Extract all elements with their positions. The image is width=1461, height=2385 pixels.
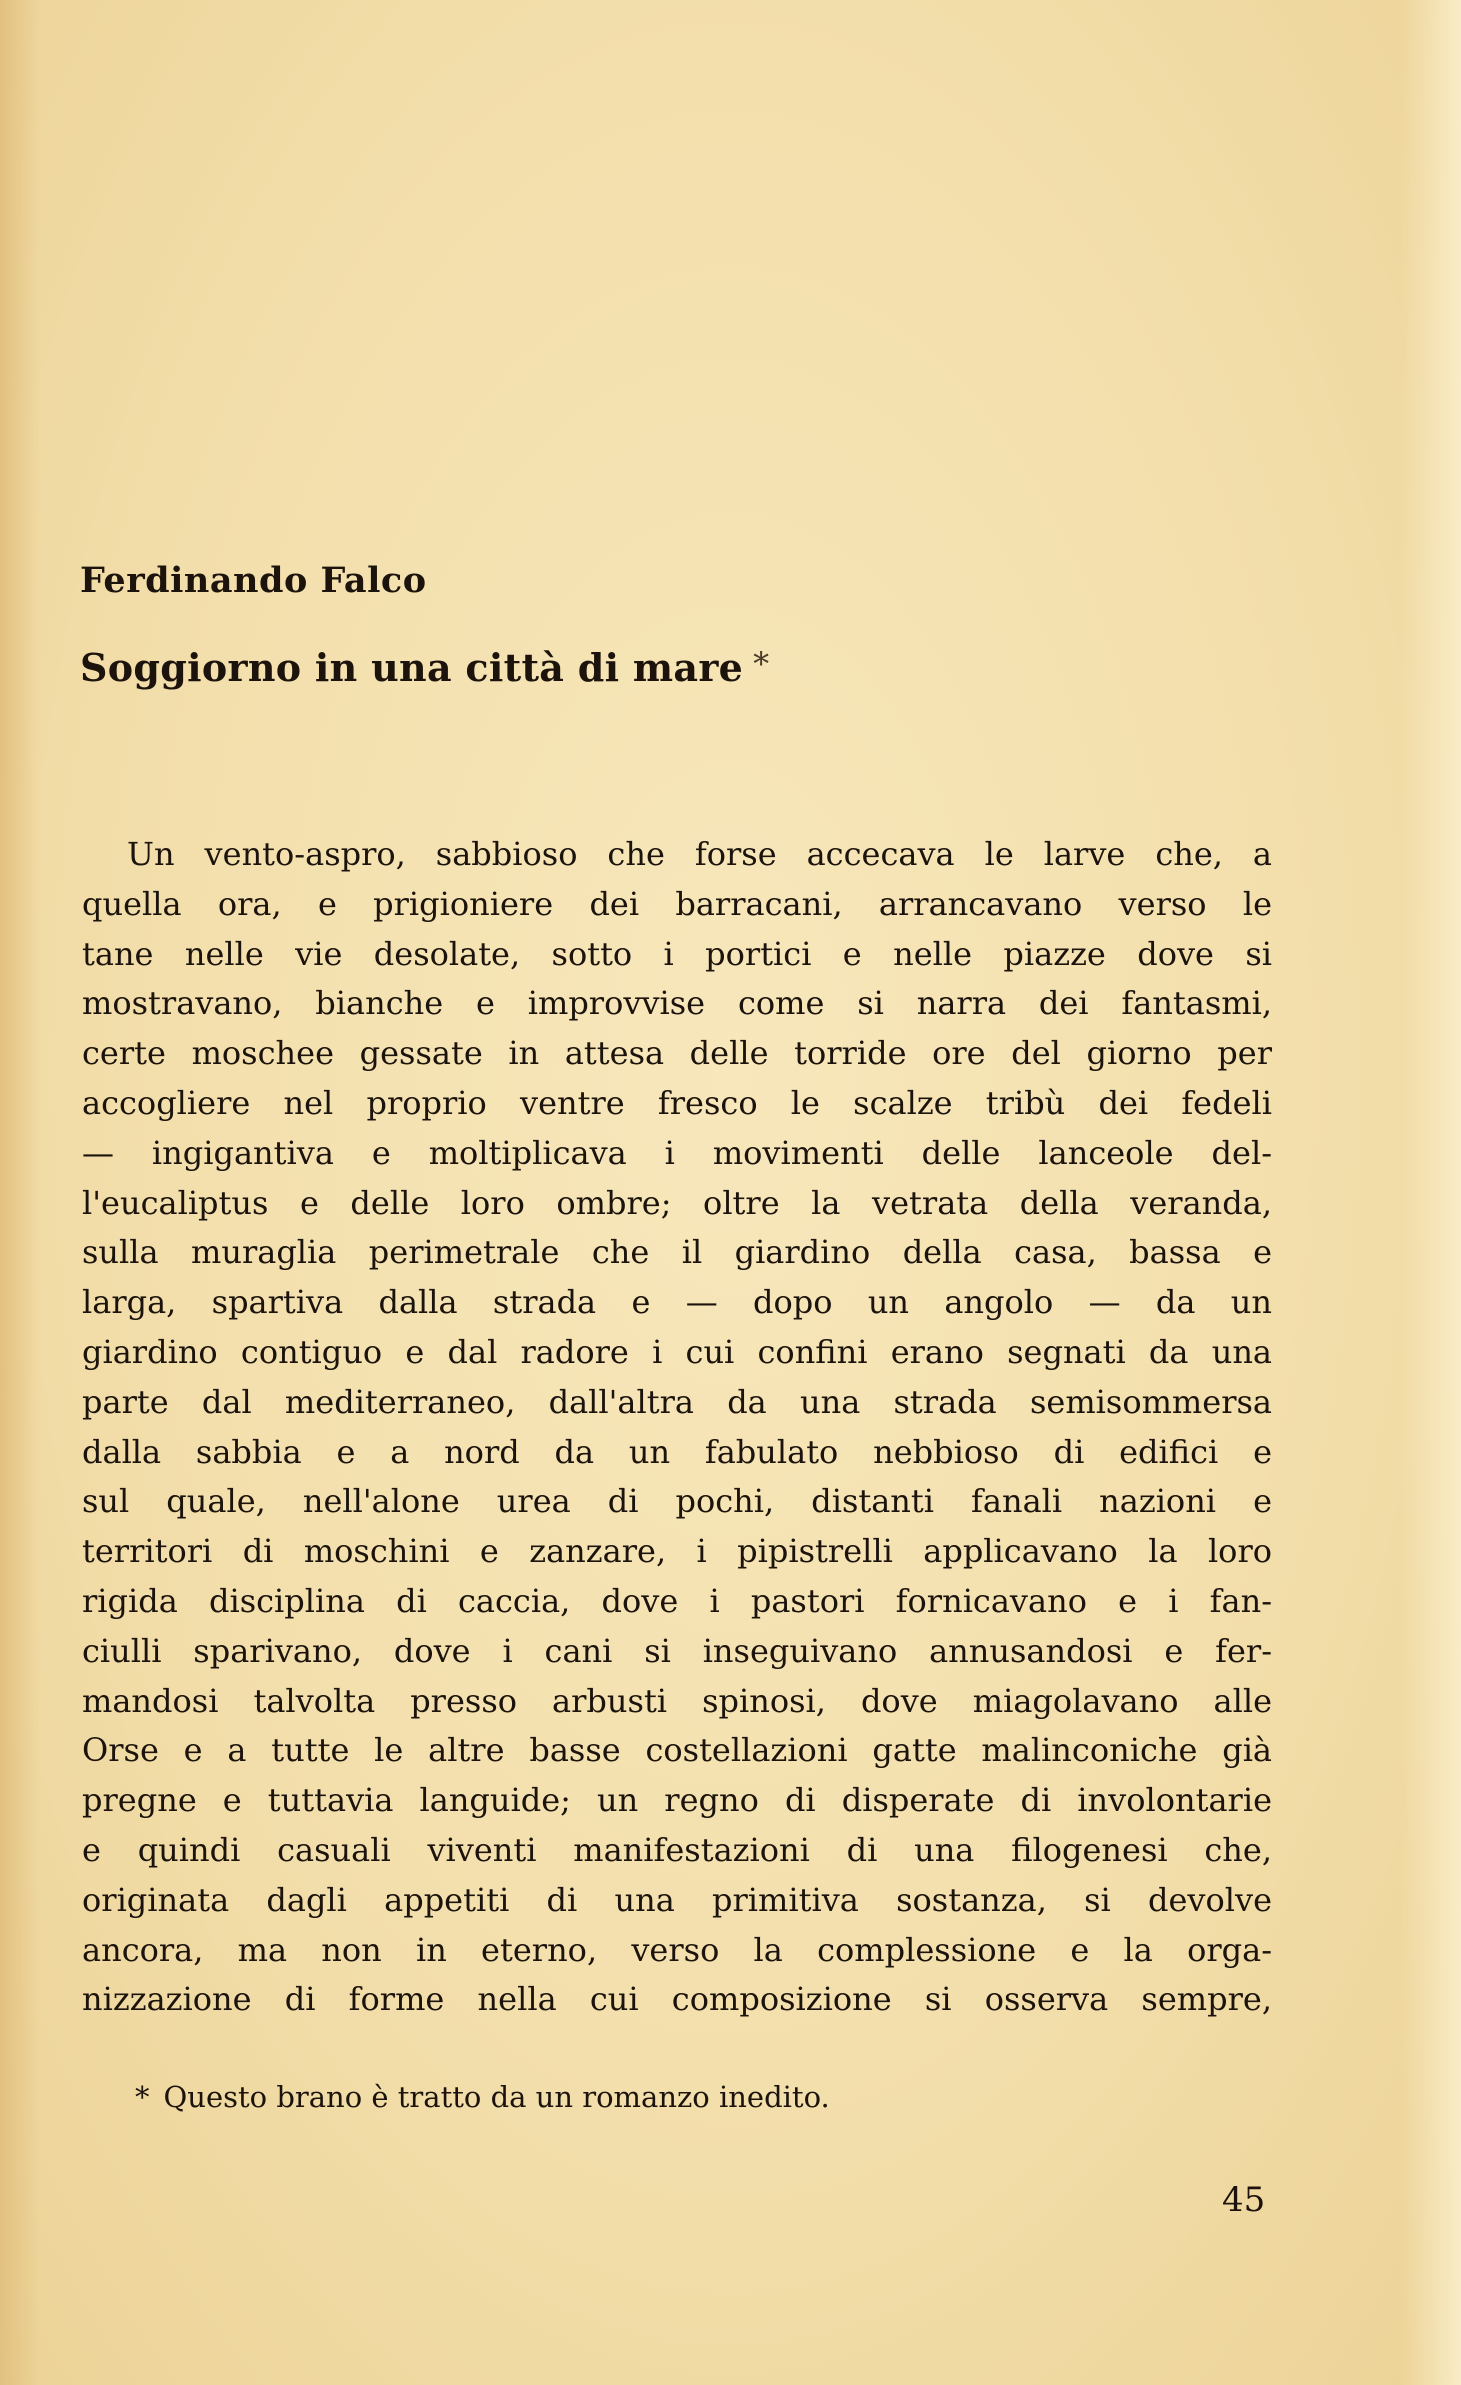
title-footnote-mark: *: [753, 645, 770, 683]
text-line: quella ora, e prigioniere dei barracani, arrancavano verso le: [82, 884, 1272, 923]
author-name: Ferdinando Falco: [80, 560, 427, 601]
body-paragraph: [82, 830, 1272, 2025]
article-title: [80, 645, 769, 690]
text-line: territori di moschini e zanzare, i pipistrelli applicavano la loro: [82, 1532, 1272, 1571]
text-line: sul quale, nell'alone urea di pochi, distanti fanali nazioni e: [82, 1482, 1272, 1521]
text-line: sulla muraglia perimetrale che il giardino della casa, bassa e: [82, 1233, 1272, 1272]
page-number: 45: [1222, 2180, 1266, 2220]
text-line: accogliere nel proprio ventre fresco le scalze tribù dei fedeli: [82, 1083, 1272, 1122]
text-line: giardino contiguo e dal radore i cui confini erano segnati da una: [82, 1332, 1272, 1371]
text-line: dalla sabbia e a nord da un fabulato nebbioso di edifici e: [82, 1432, 1272, 1471]
footnote: [135, 2080, 830, 2114]
text-line: mandosi talvolta presso arbusti spinosi, dove miagolavano alle: [82, 1681, 1272, 1720]
text-line: tane nelle vie desolate, sotto i portici e nelle piazze dove si: [82, 934, 1272, 973]
text-line: larga, spartiva dalla strada e — dopo un angolo — da un: [82, 1283, 1272, 1322]
footnote-text: Questo brano è tratto da un romanzo inedito.: [163, 2080, 830, 2114]
text-line: — ingigantiva e moltiplicava i movimenti delle lanceole del-: [82, 1133, 1272, 1172]
page-edge-highlight: [1401, 0, 1461, 2385]
text-line: rigida disciplina di caccia, dove i pastori fornicavano e i fan-: [82, 1581, 1272, 1620]
text-line: parte dal mediterraneo, dall'altra da una strada semisommersa: [82, 1382, 1272, 1421]
text-line: nizzazione di forme nella cui composizione si osserva sempre,: [82, 1980, 1272, 2019]
article-title-text: Soggiorno in una città di mare: [80, 645, 744, 690]
text-line: l'eucaliptus e delle loro ombre; oltre la vetrata della veranda,: [82, 1183, 1272, 1222]
footnote-mark: *: [135, 2080, 150, 2114]
text-line: pregne e tuttavia languide; un regno di disperate di involontarie: [82, 1781, 1272, 1820]
text-line: certe moschee gessate in attesa delle torride ore del giorno per: [82, 1034, 1272, 1073]
text-line: originata dagli appetiti di una primitiva sostanza, si devolve: [82, 1880, 1272, 1919]
text-line: Un vento-aspro, sabbioso che forse accecava le larve che, a: [127, 835, 1272, 873]
text-line: ancora, ma non in eterno, verso la complessione e la orga-: [82, 1930, 1272, 1969]
text-line: ciulli sparivano, dove i cani si inseguivano annusandosi e fer-: [82, 1631, 1272, 1670]
text-line: mostravano, bianche e improvvise come si narra dei fantasmi,: [82, 984, 1272, 1023]
text-line: e quindi casuali viventi manifestazioni di una filogenesi che,: [82, 1830, 1272, 1869]
text-line: Orse e a tutte le altre basse costellazioni gatte malinconiche già: [82, 1731, 1272, 1770]
page-edge-shadow: [0, 0, 40, 2385]
